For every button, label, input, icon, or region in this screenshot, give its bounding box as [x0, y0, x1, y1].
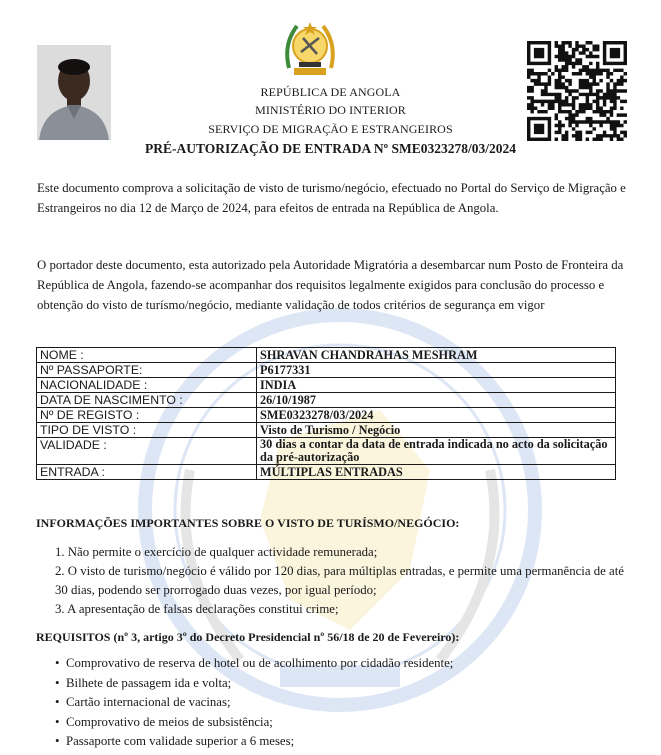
requirements-heading: REQUISITOS (nº 3, artigo 3º do Decreto Presidencial nº 56/18 de 20 de Fevereiro):	[36, 630, 460, 644]
header-ministry: MINISTÉRIO DO INTERIOR	[255, 103, 406, 117]
detail-label-name: NOME :	[37, 348, 257, 363]
document-title: PRÉ-AUTORIZAÇÃO DE ENTRADA Nº SME0323278/03/2024	[145, 141, 516, 156]
detail-value-registration: SME0323278/03/2024	[257, 408, 616, 423]
table-row	[37, 438, 616, 465]
list-item: • Comprovativo de meios de subsistência;	[55, 713, 630, 733]
list-item: 1. Não permite o exercício de qualquer actividade remunerada;	[55, 545, 378, 559]
detail-label-birthdate: DATA DE NASCIMENTO :	[37, 393, 257, 408]
detail-label-nationality: NACIONALIDADE :	[37, 378, 257, 393]
intro-paragraph: Este documento comprova a solicitação de visto de turismo/negócio, efectuado no Portal do Serviço de Migração e Estrangeiros no dia 12 de Março de 2024, para efeitos de entrada na República de Angola.	[37, 181, 626, 215]
table-row	[37, 393, 616, 408]
detail-value-passport: P6177331	[257, 363, 616, 378]
list-item: • Cartão internacional de vacinas;	[55, 693, 630, 713]
detail-value-validity: 30 dias a contar da data de entrada indicada no acto da solicitação da pré-autorização	[257, 438, 616, 465]
detail-label-registration: Nº DE REGISTO :	[37, 408, 257, 423]
requirements-list	[55, 654, 630, 752]
table-row	[37, 363, 616, 378]
detail-value-visa-type: Visto de Turismo / Negócio	[257, 423, 616, 438]
detail-label-visa-type: TIPO DE VISTO :	[37, 423, 257, 438]
detail-value-nationality: INDIA	[257, 378, 616, 393]
detail-value-entry: MÚLTIPLAS ENTRADAS	[257, 465, 616, 480]
detail-value-birthdate: 26/10/1987	[257, 393, 616, 408]
holder-details-table	[36, 347, 616, 480]
list-item: • Passaporte com validade superior a 6 meses;	[55, 732, 630, 752]
detail-label-entry: ENTRADA :	[37, 465, 257, 480]
list-item: 3. A apresentação de falsas declarações constitui crime;	[55, 602, 339, 616]
table-row	[37, 465, 616, 480]
list-item: • Bilhete de passagem ida e volta;	[55, 674, 630, 694]
list-item: • Comprovativo de reserva de hotel ou de acolhimento por cidadão residente;	[55, 654, 630, 674]
list-item: 2. O visto de turismo/negócio é válido por 120 dias, para múltiplas entradas, e permite uma permanência de até 30 dias, podendo ser prorrogado duas vezes, por igual período;	[55, 564, 624, 597]
table-row	[37, 423, 616, 438]
table-row	[37, 348, 616, 363]
important-info-heading: INFORMAÇÕES IMPORTANTES SOBRE O VISTO DE TURÍSMO/NEGÓCIO:	[36, 516, 460, 530]
header-republic: REPÚBLICA DE ANGOLA	[260, 85, 401, 99]
table-row	[37, 408, 616, 423]
detail-value-name: SHRAVAN CHANDRAHAS MESHRAM	[257, 348, 616, 363]
angola-coat-of-arms-icon	[281, 18, 339, 80]
important-info-list	[55, 543, 630, 619]
detail-label-passport: Nº PASSAPORTE:	[37, 363, 257, 378]
detail-label-validity: VALIDADE :	[37, 438, 257, 465]
table-row	[37, 378, 616, 393]
authorization-paragraph: O portador deste documento, esta autorizado pela Autoridade Migratória a desembarcar num Posto de Fronteira da República de Angola, fazendo-se acompanhar dos requisitos legalmente exigidos para conclusão do processo e obtenção do visto de turísmo/negócio, mediante validação de todos critérios de segurança em vigor	[37, 258, 624, 312]
header-service: SERVIÇO DE MIGRAÇÃO E ESTRANGEIROS	[208, 122, 453, 136]
